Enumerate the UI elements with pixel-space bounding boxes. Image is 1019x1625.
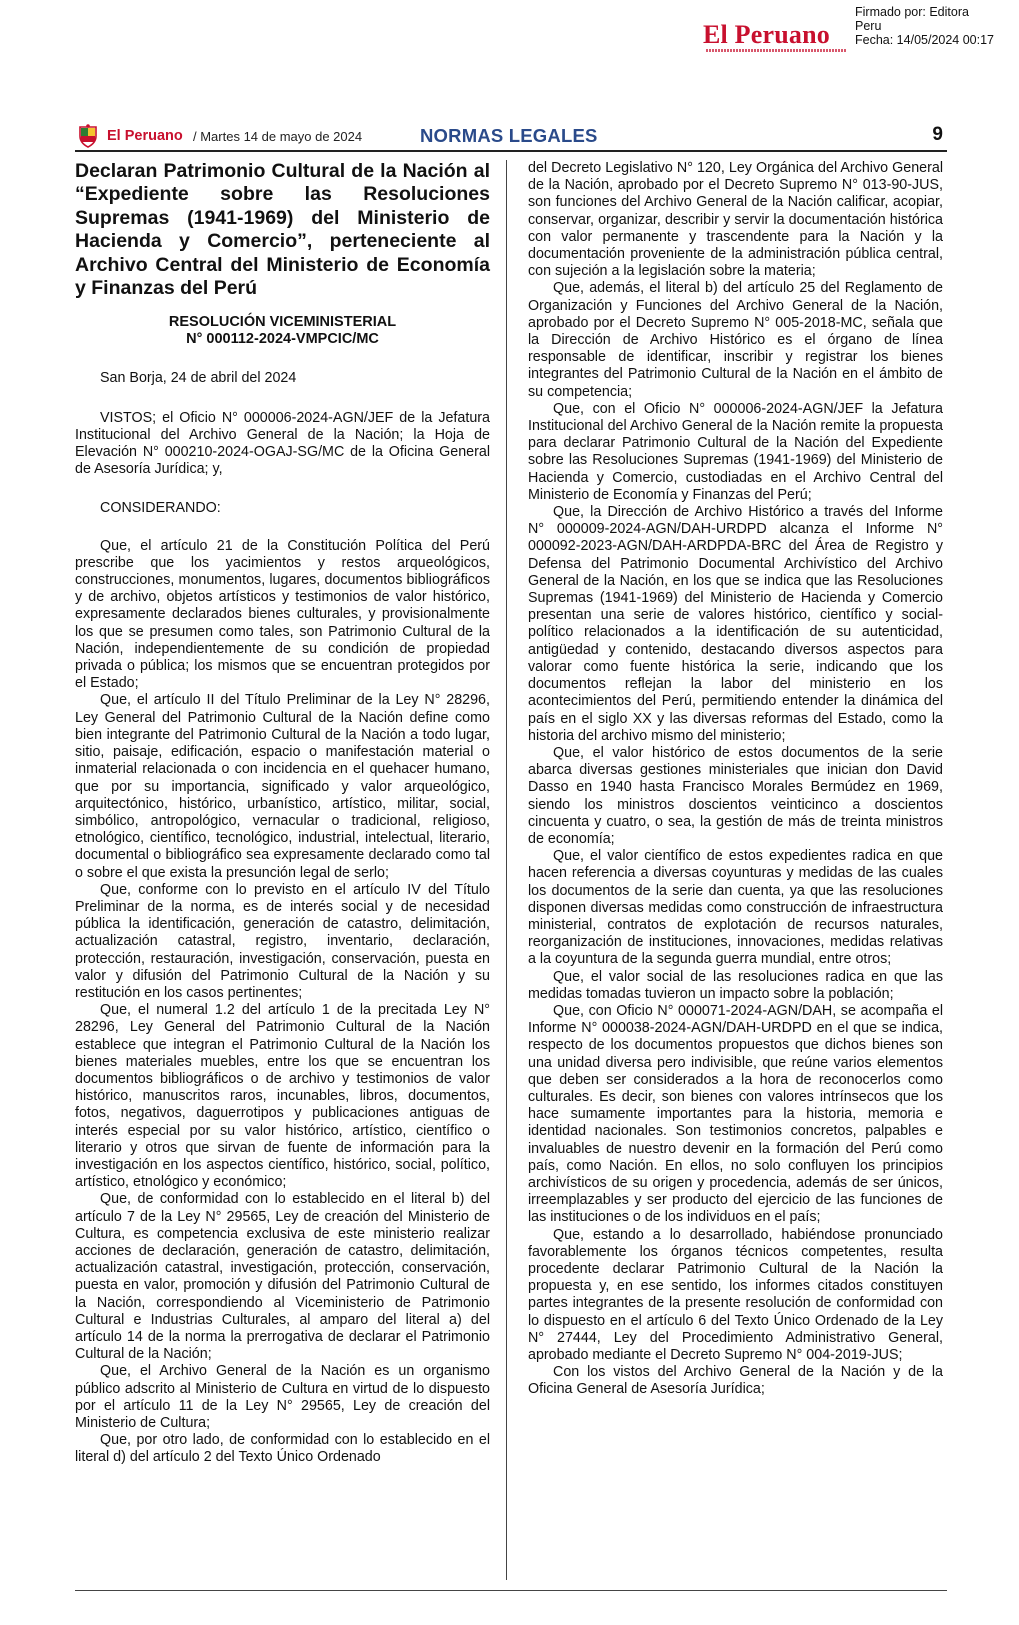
signature-line: Peru bbox=[855, 19, 882, 33]
coat-of-arms-icon bbox=[77, 124, 99, 148]
paragraph: Que, estando a lo desarrollado, habiéndose pronunciado favorablemente los órganos técnicos competentes, resulta procedente declarar Patrimonio Cultural de la Nación la propuesta y, en ese sentido, los informes citados constituyen partes integrantes de la presente resolución de conformidad con lo dispuesto en el artículo 6 del Texto Único Ordenado de la Ley N° 27444, Ley del Procedimiento Administrativo General, aprobado mediante el Decreto Supremo N° 004-2019-JUS; bbox=[528, 1226, 943, 1364]
page-number: 9 bbox=[932, 124, 943, 145]
paragraph: Que, por otro lado, de conformidad con lo establecido en el literal d) del artículo 2 del Texto Único Ordenado bbox=[75, 1432, 490, 1466]
left-column bbox=[75, 160, 490, 1467]
header-brand: El Peruano bbox=[107, 128, 183, 144]
column-divider bbox=[506, 160, 507, 1580]
paragraph: Que, de conformidad con lo establecido en el literal b) del artículo 7 de la Ley N° 29565, Ley de creación del Ministerio de Cultura, es competencia exclusiva de este ministerio realizar acciones de declaración, generación de catastro, delimitación, actualización catastral, investigación, protección, conservación, puesta en valor, promoción y difusión del Patrimonio Cultural de la Nación, correspondiendo al Viceministerio de Patrimonio Cultural e Industrias Culturales, al amparo del literal a) del artículo 14 de la norma la prerrogativa de declarar el Patrimonio Cultural de la Nación; bbox=[75, 1191, 490, 1363]
resolution-heading bbox=[75, 314, 490, 348]
paragraph: Que, el artículo II del Título Preliminar de la Ley N° 28296, Ley General del Patrimonio Cultural de la Nación define como bien integrante del Patrimonio Cultural de la Nación a todo lugar, sitio, paisaje, edificación, espacio o manifestación material o inmaterial relacionada o con incidencia en el quehacer humano, que por su importancia, significado y valor arqueológico, arquitectónico, histórico, urbanístico, artístico, militar, social, simbólico, antropológico, vernacular o tradicional, religioso, etnológico, científico, tecnológico, industrial, intelectual, literario, documental o bibliográfico sea expresamente declarado como tal o sobre el que exista la presunción legal de serlo; bbox=[75, 692, 490, 881]
paragraph: Que, el valor social de las resoluciones radica en que las medidas tomadas tuvieron un impacto sobre la población; bbox=[528, 968, 943, 1002]
footer-rule bbox=[75, 1590, 947, 1591]
signature-line: Firmado por: Editora bbox=[855, 5, 969, 19]
paragraph: Que, el valor científico de estos expedientes radica en que hacen referencia a diversas coyunturas y medidas de las cuales los documentos de la serie dan cuenta, ya que las resoluciones disponen diversas medidas como construcción de infraestructura ministerial, contratos de explotación de recursos naturales, reorganización de instituciones, innovaciones, medidas relativas a la coyuntura de la segunda guerra mundial, entre otros; bbox=[528, 848, 943, 968]
paragraph: Que, el Archivo General de la Nación es un organismo público adscrito al Ministerio de Cultura en virtud de lo dispuesto por el artículo 11 de la Ley N° 29565, Ley de creación del Ministerio de Cultura; bbox=[75, 1363, 490, 1432]
page-header bbox=[75, 124, 947, 150]
header-date: / Martes 14 de mayo de 2024 bbox=[193, 129, 363, 144]
resolution-number: N° 000112-2024-VMPCIC/MC bbox=[186, 331, 379, 348]
paragraph: Que, con Oficio N° 000071-2024-AGN/DAH, se acompaña el Informe N° 000038-2024-AGN/DAH-URDPD en el que se indica, respecto de los documentos propuestos que dichos bienes son una unidad diversa pero indivisible, que reúne varios elementos que deben ser considerados a la hora de reconocerlos como culturales. Es decir, son bienes con valores intrínsecos que los hace sumamente importantes para la historia, memoria e identidad nacionales. Son testimonios concretos, palpables e invaluables de nuestro devenir en la formación del Perú como país, como Nación. En ellos, no solo confluyen los principios archivísticos de su origen y procedencia, además de ser únicos, irreemplazables y ser producto del ejercicio de las funciones de las instituciones o de los individuos en el país; bbox=[528, 1002, 943, 1226]
paragraph: del Decreto Legislativo N° 120, Ley Orgánica del Archivo General de la Nación, aprobado por el Decreto Supremo N° 013-90-JUS, son funciones del Archivo General de la Nación calificar, acopiar, conservar, organizar, describir y servir la documentación histórica con valor permanente y trascendente para la Nación y la documentación proveniente de la administración pública central, con sujeción a la legislación sobre la materia; bbox=[528, 160, 943, 280]
paragraph: Que, conforme con lo previsto en el artículo IV del Título Preliminar de la norma, es de interés social y de necesidad pública la identificación, generación de catastro, delimitación, actualización catastral, registro, inventario, declaración, protección, restauración, investigación, conservación, puesta en valor y difusión del Patrimonio Cultural de la Nación y su restitución en los casos pertinentes; bbox=[75, 881, 490, 1001]
paragraph: Que, el numeral 1.2 del artículo 1 de la precitada Ley N° 28296, Ley General del Patrimonio Cultural de la Nación establece que integran el Patrimonio Cultural de la Nación los bienes materiales muebles, entre los que se encuentran los documentos bibliográficos o de archivo y testimonios de valor histórico, manuscritos raros, incunables, libros, documentos, fotos, negativos, daguerrotipos y publicaciones antiguas de interés especial por su valor histórico, artístico, científico o literario y otros que sirvan de fuente de información para la investigación en los aspectos científico, histórico, social, político, artístico, etnológico y económico; bbox=[75, 1002, 490, 1191]
vistos-paragraph: VISTOS; el Oficio N° 000006-2024-AGN/JEF de la Jefatura Institucional del Archivo General de la Nación; la Hoja de Elevación N° 000210-2024-OGAJ-SG/MC de la Oficina General de Asesoría Jurídica; y, bbox=[75, 409, 490, 478]
header-rule bbox=[75, 150, 947, 152]
el-peruano-signature-logo: El Peruano bbox=[703, 20, 830, 49]
paragraph: Que, además, el literal b) del artículo 25 del Reglamento de Organización y Funciones del Archivo General de la Nación, aprobado por el Decreto Supremo N° 005-2018-MC, señala que la Dirección de Archivo Histórico es el órgano de línea responsable de identificar, inscribir y registrar los bienes integrantes del Patrimonio Cultural de la Nación en el ámbito de su competencia; bbox=[528, 280, 943, 400]
document-title: Declaran Patrimonio Cultural de la Nación al “Expediente sobre las Resoluciones Supremas (1941-1969) del Ministerio de Hacienda y Comercio”, perteneciente al Archivo Central del Ministerio de Economía y Finanzas del Perú bbox=[75, 160, 490, 300]
paragraph: Que, el valor histórico de estos documentos de la serie abarca diversas gestiones ministeriales que inician don David Dasso en 1940 hasta Francisco Morales Bermúdez en 1969, siendo los ministros doscientos veinticinco a doscientos cincuenta y cuatro, o sea, la gestión de más de treinta ministros de economía; bbox=[528, 744, 943, 847]
place-date: San Borja, 24 de abril del 2024 bbox=[100, 370, 297, 387]
paragraph: Que, el artículo 21 de la Constitución Política del Perú prescribe que los yacimientos y restos arqueológicos, construcciones, monumentos, lugares, documentos bibliográficos y de archivo, objetos artísticos y testimonios de valor histórico, expresamente declarados bienes culturales, y provisionalmente los que se presumen como tales, son Patrimonio Cultural de la Nación, independientemente de su condición de propiedad privada o pública; los mismos que se encuentran protegidos por el Estado; bbox=[75, 537, 490, 692]
header-section-title: NORMAS LEGALES bbox=[420, 125, 598, 146]
digital-signature-text bbox=[855, 5, 994, 47]
resolution-type: RESOLUCIÓN VICEMINISTERIAL bbox=[168, 314, 397, 331]
logo-underline-decoration bbox=[706, 49, 846, 52]
considerando-heading: CONSIDERANDO: bbox=[100, 500, 221, 517]
signature-line: Fecha: 14/05/2024 00:17 bbox=[855, 33, 995, 47]
paragraph: Que, con el Oficio N° 000006-2024-AGN/JEF la Jefatura Institucional del Archivo General de la Nación remite la propuesta para declarar Patrimonio Cultural de la Nación del Expediente sobre las Resoluciones Supremas (1941-1969) del Ministerio de Hacienda y Comercio, custodiadas en el Archivo Central del Ministerio de Economía y Finanzas del Perú; bbox=[528, 400, 943, 503]
paragraph: Que, la Dirección de Archivo Histórico a través del Informe N° 000009-2024-AGN/DAH-URDPD alcanza el Informe N° 000092-2023-AGN/DAH-ARDPDA-BRC del Área de Registro y Defensa del Patrimonio Documental Archivístico del Archivo General de la Nación, en los que se indica que las Resoluciones Supremas (1941-1969) del Ministerio de Hacienda y Comercio presentan una serie de valores histórico, científico y social-político relacionados a la identificación de su autenticidad, antigüedad y contenido, destacando diversos aspectos para valorar como fuente histórica la serie, indicando que los documentos reflejan la labor del ministerio en los acontecimientos del Perú, permitiendo entender la dinámica del país en el siglo XX y las diversas reformas del Estado, como la historia del archivo mismo del ministerio; bbox=[528, 504, 943, 744]
paragraph: Con los vistos del Archivo General de la Nación y de la Oficina General de Asesoría Jurídica; bbox=[528, 1364, 943, 1398]
right-column bbox=[528, 160, 943, 1399]
